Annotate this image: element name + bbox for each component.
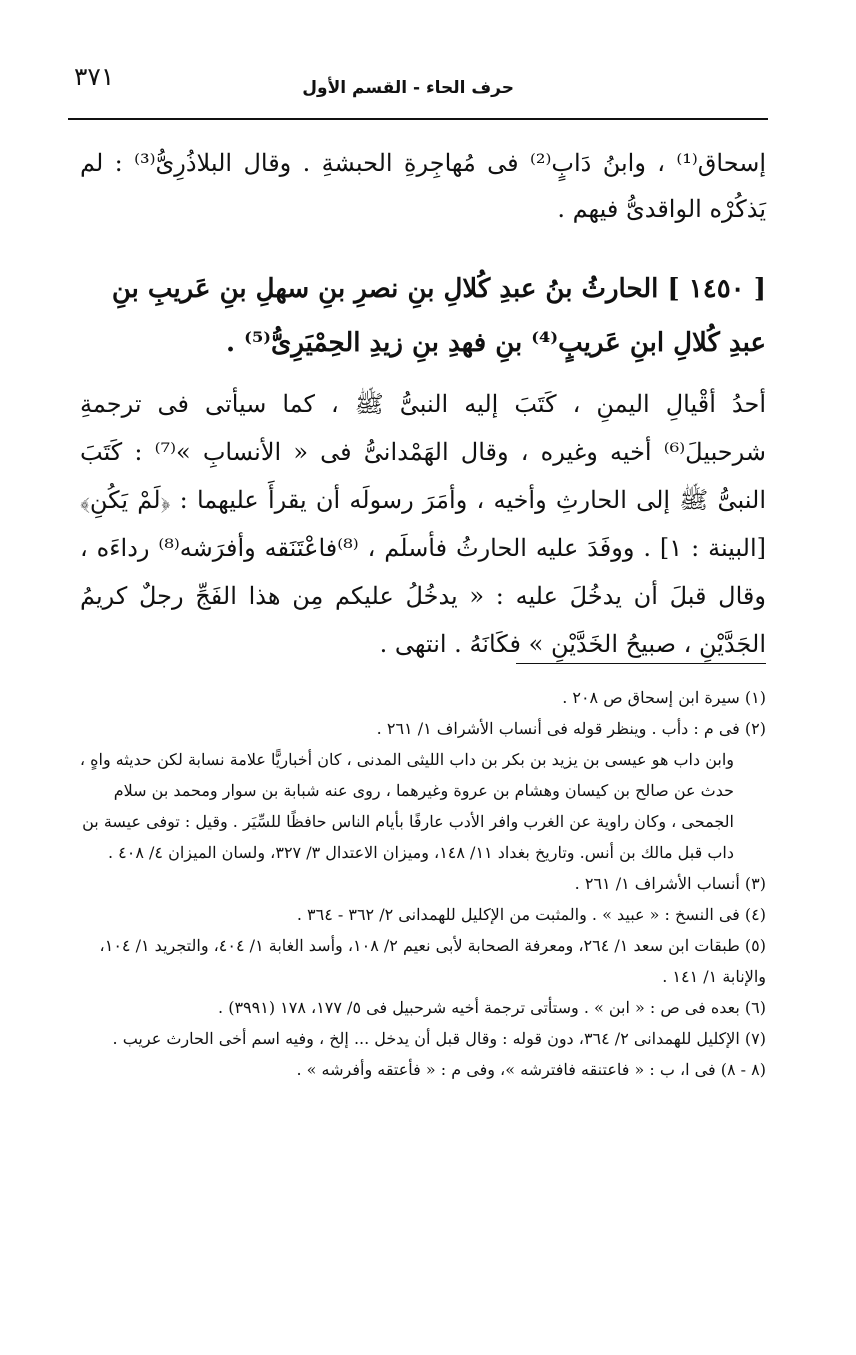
carryover-paragraph: إسحاق⁽¹⁾ ، وابنُ دَابٍ⁽²⁾ فى مُهاجِرةِ الحبشةِ . وقال البلاذُرِىُّ⁽³⁾ : لم يَذكُرْه الواقدىُّ فيهم . <box>80 149 766 223</box>
footnote-2: (٢) فى م : دأب . وينظر قوله فى أنساب الأشراف ١/ ٢٦١ . <box>376 719 766 738</box>
header-rule <box>68 118 768 120</box>
footnote-4: (٤) فى النسخ : « عبيد » . والمثبت من الإكليل للهمدانى ٢/ ٣٦٢ - ٣٦٤ . <box>296 905 766 924</box>
footnote-8: (٨ - ٨) فى ا، ب : « فاعتنقه فافترشه »، وفى م : « فأعتقه وأفرشه » . <box>296 1060 766 1079</box>
footnote-separator <box>516 663 766 664</box>
page-header <box>68 58 768 118</box>
running-head: حرف الحاء - القسم الأول <box>302 78 514 98</box>
footnote-5: (٥) طبقات ابن سعد ١/ ٢٦٤، ومعرفة الصحابة لأبى نعيم ٢/ ١٠٨، وأسد الغابة ١/ ٤٠٤، والتجريد ١/ ١٠٤، والإنابة ١/ ١٤١ . <box>99 936 766 986</box>
entry-body: أحدُ أقْيالِ اليمنِ ، كَتَبَ إليه النبىُّ ﷺ ، كما سيأتى فى ترجمةِ شرحبيلَ⁽⁶⁾ أخيه وغيره ، وقال الهَمْدانىُّ فى « الأنسابِ »⁽⁷⁾ : كَتَبَ النبىُّ ﷺ إلى الحارثِ وأخيه ، وأمَرَ رسولَه أن يقرأَ عليهما : ﴿لَمْ يَكُنِ﴾ [البينة : ١] . ووفَدَ عليه الحارثُ فأسلَم ، ⁽⁸⁾فاعْتَنَقه وأفرَشه⁽⁸⁾ رداءَه ، وقال قبلَ أن يدخُلَ عليه : « يدخُلُ عليكم مِن هذا الفَجِّ رجلٌ كريمُ الجَدَّيْنِ ، صبيحُ الخَدَّيْنِ » فكَانَهُ . انتهى . <box>80 390 767 658</box>
entry-heading: [ ١٤٥٠ ] الحارثُ بنُ عبدِ كُلالِ بنِ نصرِ بنِ سهلِ بنِ عَريبِ بنِ عبدِ كُلالِ ابنِ عَريبٍ⁽⁴⁾ بنِ فهدِ بنِ زيدِ الحِمْيَرِىُّ⁽⁵⁾ . <box>111 274 766 358</box>
page-number: ٣٧١ <box>74 62 115 91</box>
footnote-2-continuation: وابن داب هو عيسى بن يزيد بن بكر بن داب الليثى المدنى ، كان أخباريًّا علامة نسابة لكن حديثه واهٍ ، حدث عن صالح بن كيسان وهشام بن عروة وغيرهما ، روى عنه شبابة بن سوار ومحمد بن سلام الجمحى ، وكان راوية عن الغرب وافر الأدب عارفًا بأيام الناس حافظًا للسِّيَر . وقيل : توفى عيسة بن داب قبل مالك بن أنس. وتاريخ بغداد ١١/ ١٤٨، وميزان الاعتدال ٣/ ٣٢٧، ولسان الميزان ٤/ ٤٠٨ . <box>79 750 734 862</box>
footnote-6: (٦) بعده فى ص : « ابن » . وستأتى ترجمة أخيه شرحبيل فى ٥/ ١٧٧، ١٧٨ (٣٩٩١) . <box>218 998 766 1017</box>
footnote-1: (١) سيرة ابن إسحاق ص ٢٠٨ . <box>562 688 766 707</box>
footnote-7: (٧) الإكليل للهمدانى ٢/ ٣٦٤، دون قوله : وقال قبل أن يدخل ... إلخ ، وفيه اسم أخى الحارث عريب . <box>112 1029 766 1048</box>
footnote-3: (٣) أنساب الأشراف ١/ ٢٦١ . <box>574 874 766 893</box>
footnotes <box>66 682 766 1085</box>
